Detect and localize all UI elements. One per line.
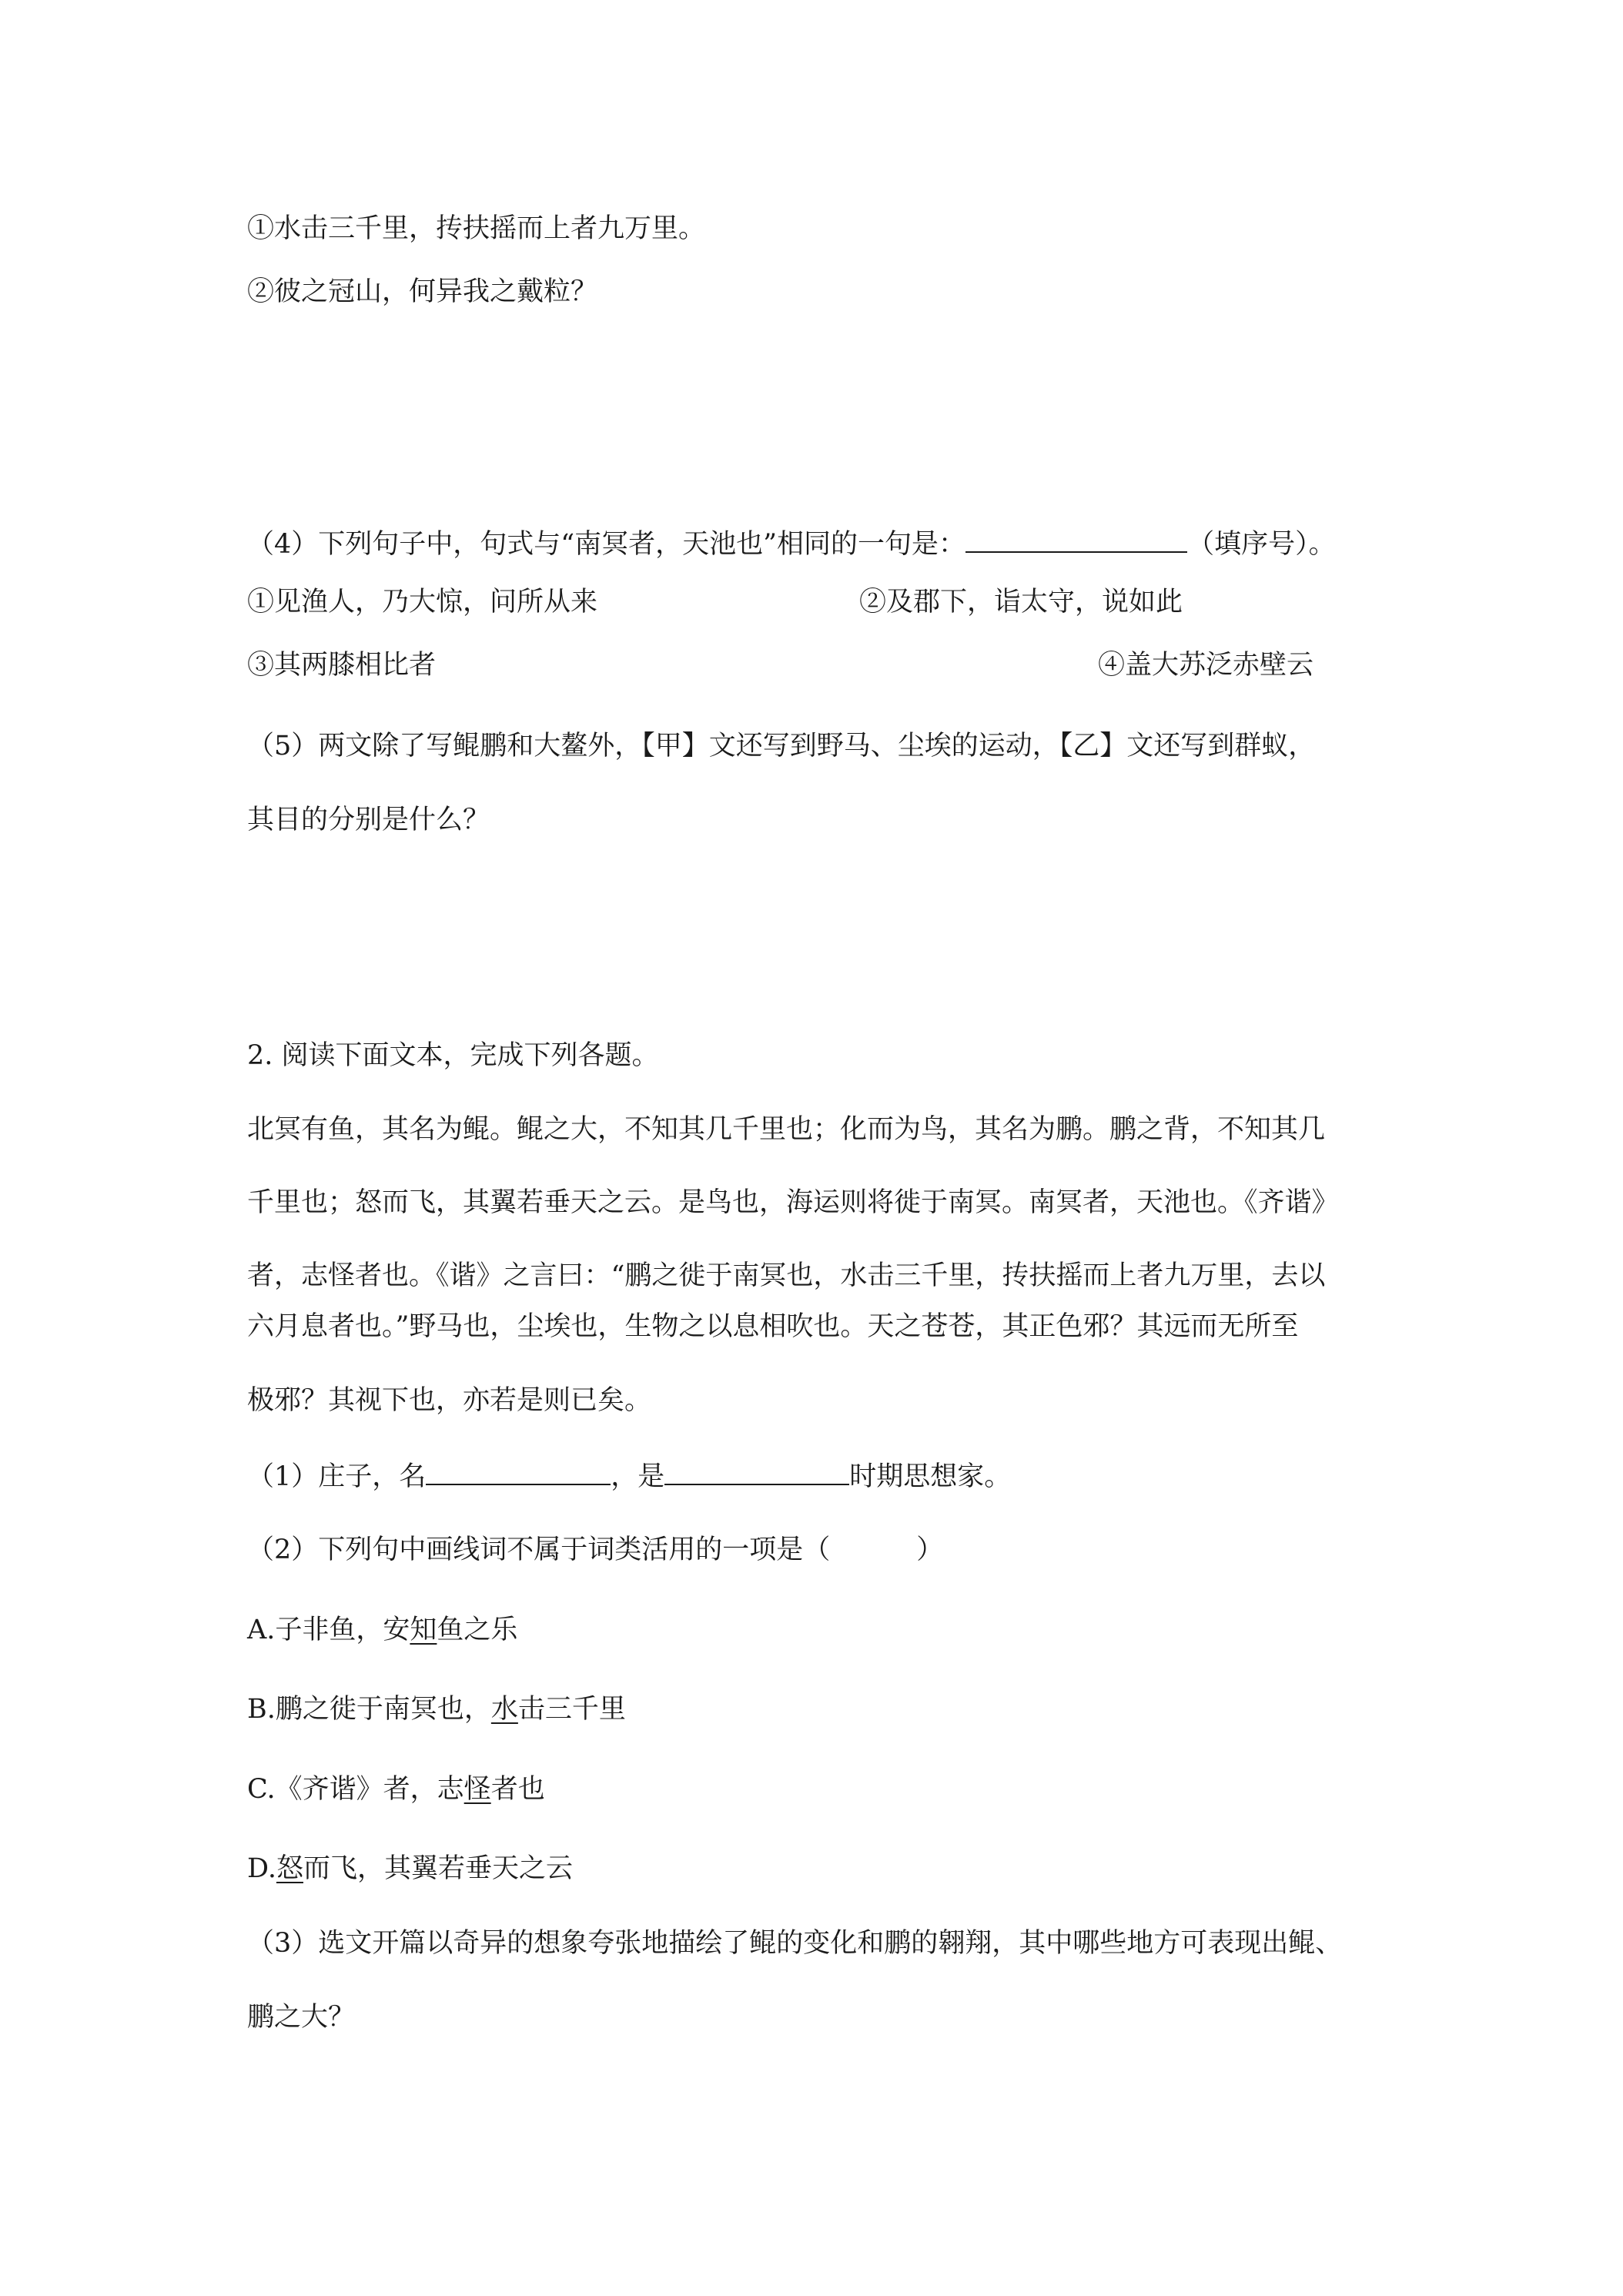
- section-2-heading: 2. 阅读下面文本，完成下列各题。: [247, 1040, 659, 1071]
- answer-blank-period[interactable]: [664, 1458, 849, 1485]
- question-5-line-1: （5）两文除了写鲲鹏和大鳌外，【甲】文还写到野马、尘埃的运动，【乙】文还写到群蚁，: [247, 731, 1316, 761]
- underlined-word: 怒: [276, 1853, 303, 1884]
- passage-line: 六月息者也。”野马也，尘埃也，生物之以息相吹也。天之苍苍，其正色邪？其远而无所至: [247, 1311, 1299, 1342]
- option-3: ③其两膝相比者: [247, 650, 437, 681]
- option-2: ②及郡下，诣太守，说如此: [859, 587, 1183, 618]
- sub-question-2: （2）下列句中画线词不属于词类活用的一项是（ ）: [247, 1535, 944, 1565]
- option-4: ④盖大苏泛赤壁云: [1098, 650, 1314, 681]
- sentence-1: ①水击三千里，抟扶摇而上者九万里。: [247, 213, 706, 244]
- answer-blank-name[interactable]: [426, 1458, 611, 1485]
- passage-line: 极邪？其视下也，亦若是则已矣。: [247, 1385, 652, 1416]
- sub-question-1: （1）庄子，名 ，是 时期思想家。: [247, 1458, 1011, 1491]
- passage-line: 北冥有鱼，其名为鲲。鲲之大，不知其几千里也；化而为鸟，其名为鹏。鹏之背，不知其几: [247, 1114, 1326, 1145]
- question-4: [247, 525, 1336, 558]
- choice-d: D.怒而飞，其翼若垂天之云: [247, 1853, 573, 1884]
- sentence-2: ②彼之冠山，何异我之戴粒？: [247, 276, 598, 307]
- question-5-line-2: 其目的分别是什么？: [247, 805, 490, 835]
- question-4-suffix: （填序号）。: [1187, 529, 1336, 560]
- choice-b: B.鹏之徙于南冥也，水击三千里: [247, 1694, 626, 1725]
- choice-a: A.子非鱼，安知鱼之乐: [247, 1615, 518, 1645]
- sub-question-3-line-1: （3）选文开篇以奇异的想象夸张地描绘了鲲的变化和鹏的翱翔，其中哪些地方可表现出鲲、: [247, 1928, 1343, 1959]
- underlined-word: 怪: [463, 1774, 491, 1805]
- underlined-word: 水: [490, 1694, 518, 1725]
- sub-question-3-line-2: 鹏之大？: [247, 2002, 356, 2033]
- question-4-prompt: （4）下列句子中，句式与“南冥者，天池也”相同的一句是：: [247, 529, 966, 560]
- answer-blank[interactable]: [965, 525, 1187, 553]
- underlined-word: 知: [410, 1615, 437, 1645]
- choice-c: C.《齐谐》者，志怪者也: [247, 1774, 545, 1805]
- passage-line: 者，志怪者也。《谐》之言曰：“鹏之徙于南冥也，水击三千里，抟扶摇而上者九万里，去以: [247, 1260, 1326, 1291]
- option-1: ①见渔人，乃大惊，问所从来: [247, 587, 598, 618]
- passage-line: 千里也；怒而飞，其翼若垂天之云。是鸟也，海运则将徙于南冥。南冥者，天池也。《齐谐》: [247, 1187, 1339, 1218]
